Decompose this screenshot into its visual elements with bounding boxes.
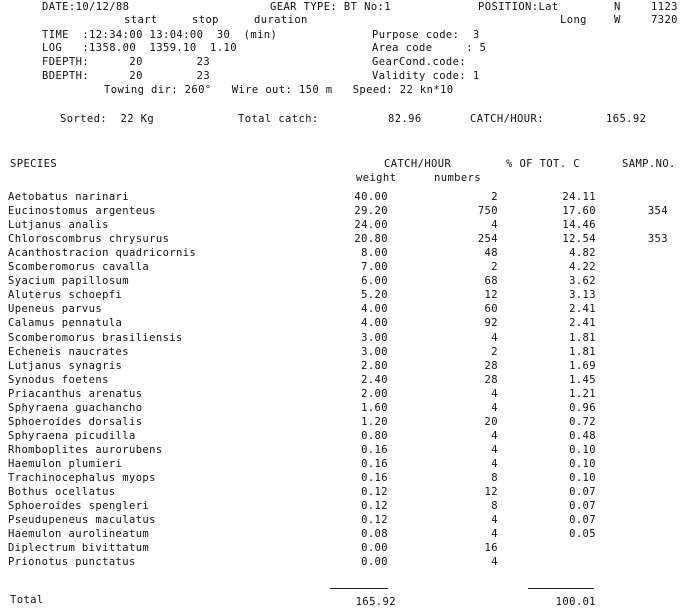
percent-of-total: 0.10 xyxy=(569,444,596,456)
total-label: Total xyxy=(10,594,44,606)
catch-numbers: 4 xyxy=(491,332,498,344)
catch-numbers: 48 xyxy=(484,247,498,259)
catch-numbers: 2 xyxy=(491,261,498,273)
catch-weight: 0.00 xyxy=(361,542,388,554)
species-name: Chloroscombrus chrysurus xyxy=(8,233,170,245)
catch-numbers: 4 xyxy=(491,219,498,231)
numbers-subheader: numbers xyxy=(434,172,482,184)
catch-numbers: 750 xyxy=(477,205,498,217)
catch-numbers: 4 xyxy=(491,528,498,540)
catch-numbers: 12 xyxy=(484,486,498,498)
catch-weight: 1.60 xyxy=(361,402,388,414)
species-name: Sphyraena guachancho xyxy=(8,402,143,414)
percent-of-total: 24.11 xyxy=(562,191,596,203)
catch-numbers: 4 xyxy=(491,430,498,442)
total-weight: 165.92 xyxy=(355,596,396,608)
catch-weight: 0.08 xyxy=(361,528,388,540)
position-label: POSITION:Lat xyxy=(478,1,559,13)
percent-of-total: 4.22 xyxy=(569,261,596,273)
percent-total-rule xyxy=(528,588,594,589)
long-label: Long xyxy=(560,14,587,26)
species-name: Aetobatus narinari xyxy=(8,191,129,203)
catch-numbers: 4 xyxy=(491,402,498,414)
weight-total-rule xyxy=(330,588,388,589)
species-name: Echeneis naucrates xyxy=(8,346,129,358)
species-name: Haemulon aurolineatum xyxy=(8,528,150,540)
long-direction: W xyxy=(614,14,621,26)
sample-number: 353 xyxy=(647,233,668,245)
sample-number-header: SAMP.NO. xyxy=(622,158,676,170)
percent-of-total: 3.13 xyxy=(569,289,596,301)
catch-numbers: 4 xyxy=(491,556,498,568)
catch-weight: 8.00 xyxy=(361,247,388,259)
species-name: Haemulon plumieri xyxy=(8,458,123,470)
catch-weight: 6.00 xyxy=(361,275,388,287)
catch-weight: 2.80 xyxy=(361,360,388,372)
fdepth-row: FDEPTH: 20 23 xyxy=(42,56,211,68)
catch-numbers: 28 xyxy=(484,360,498,372)
catch-weight: 2.40 xyxy=(361,374,388,386)
catch-weight: 0.80 xyxy=(361,430,388,442)
percent-of-total: 2.41 xyxy=(569,317,596,329)
duration-column-label: duration xyxy=(254,14,308,26)
catch-weight: 3.00 xyxy=(361,346,388,358)
species-name: Eucinostomus argenteus xyxy=(8,205,156,217)
bdepth-row: BDEPTH: 20 23 xyxy=(42,70,211,82)
catch-numbers: 28 xyxy=(484,374,498,386)
percent-of-total-header: % OF TOT. C xyxy=(506,158,580,170)
species-name: Sphyraena picudilla xyxy=(8,430,136,442)
log-row: LOG :1358.00 1359.10 1.10 xyxy=(42,42,237,54)
percent-of-total: 17.60 xyxy=(562,205,596,217)
percent-of-total: 0.72 xyxy=(569,416,596,428)
catch-weight: 4.00 xyxy=(361,303,388,315)
lat-value: 1123 xyxy=(651,1,678,13)
catch-weight: 0.16 xyxy=(361,458,388,470)
species-name: Diplectrum bivittatum xyxy=(8,542,150,554)
stop-column-label: stop xyxy=(192,14,219,26)
species-name: Aluterus schoepfi xyxy=(8,289,123,301)
catch-weight: 29.20 xyxy=(354,205,388,217)
species-name: Syacium papillosum xyxy=(8,275,129,287)
species-name: Rhomboplites aurorubens xyxy=(8,444,163,456)
catch-numbers: 8 xyxy=(491,472,498,484)
total-catch-value: 82.96 xyxy=(388,113,422,125)
species-name: Lutjanus analis xyxy=(8,219,109,231)
percent-of-total: 3.62 xyxy=(569,275,596,287)
percent-of-total: 12.54 xyxy=(562,233,596,245)
catch-numbers: 2 xyxy=(491,346,498,358)
catch-weight: 0.16 xyxy=(361,472,388,484)
catch-numbers: 4 xyxy=(491,388,498,400)
sample-number: 354 xyxy=(647,205,668,217)
weight-subheader: weight xyxy=(356,172,397,184)
species-name: Prionotus punctatus xyxy=(8,556,136,568)
long-value: 7320 xyxy=(651,14,678,26)
percent-of-total: 0.05 xyxy=(569,528,596,540)
species-name: Upeneus parvus xyxy=(8,303,103,315)
catch-numbers: 254 xyxy=(477,233,498,245)
area-code: Area code : 5 xyxy=(372,42,487,54)
catch-numbers: 60 xyxy=(484,303,498,315)
percent-of-total: 14.46 xyxy=(562,219,596,231)
catch-numbers: 68 xyxy=(484,275,498,287)
percent-of-total: 1.45 xyxy=(569,374,596,386)
catch-numbers: 2 xyxy=(491,191,498,203)
catch-numbers: 4 xyxy=(491,458,498,470)
catch-weight: 40.00 xyxy=(354,191,388,203)
catch-weight: 2.00 xyxy=(361,388,388,400)
percent-of-total: 0.07 xyxy=(569,500,596,512)
catch-numbers: 12 xyxy=(484,289,498,301)
species-name: Pseudupeneus maculatus xyxy=(8,514,156,526)
catch-hour-label: CATCH/HOUR: xyxy=(470,113,544,125)
time-row: TIME :12:34:00 13:04:00 30 (min) xyxy=(42,29,278,41)
catch-weight: 20.80 xyxy=(354,233,388,245)
towing-info: Towing dir: 260° Wire out: 150 m Speed: 22 kn*10 xyxy=(104,84,454,96)
percent-of-total: 1.81 xyxy=(569,346,596,358)
species-name: Scomberomorus brasiliensis xyxy=(8,332,183,344)
species-name: Sphoeroides spengleri xyxy=(8,500,150,512)
catch-numbers: 20 xyxy=(484,416,498,428)
catch-numbers: 92 xyxy=(484,317,498,329)
catch-numbers: 4 xyxy=(491,514,498,526)
catch-numbers: 8 xyxy=(491,500,498,512)
purpose-code: Purpose code: 3 xyxy=(372,29,480,41)
total-catch-label: Total catch: xyxy=(238,113,319,125)
percent-of-total: 0.96 xyxy=(569,402,596,414)
catch-hour-value: 165.92 xyxy=(606,113,647,125)
species-name: Scomberomorus cavalla xyxy=(8,261,150,273)
validity-code: Validity code: 1 xyxy=(372,70,480,82)
lat-direction: N xyxy=(614,1,621,13)
catch-weight: 0.16 xyxy=(361,444,388,456)
catch-weight: 4.00 xyxy=(361,317,388,329)
catch-weight: 0.00 xyxy=(361,556,388,568)
species-name: Calamus pennatula xyxy=(8,317,123,329)
catch-numbers: 16 xyxy=(484,542,498,554)
species-name: Bothus ocellatus xyxy=(8,486,116,498)
start-column-label: start xyxy=(124,14,158,26)
species-name: Trachinocephalus myops xyxy=(8,472,156,484)
gear-type-field: GEAR TYPE: BT No:1 xyxy=(270,1,391,13)
gear-condition-code: GearCond.code: xyxy=(372,56,467,68)
catch-weight: 7.00 xyxy=(361,261,388,273)
catch-weight: 0.12 xyxy=(361,514,388,526)
percent-of-total: 2.41 xyxy=(569,303,596,315)
catch-weight: 3.00 xyxy=(361,332,388,344)
catch-weight: 1.20 xyxy=(361,416,388,428)
percent-of-total: 1.81 xyxy=(569,332,596,344)
species-name: Priacanthus arenatus xyxy=(8,388,143,400)
catch-numbers: 4 xyxy=(491,444,498,456)
species-name: Lutjanus synagris xyxy=(8,360,123,372)
catch-weight: 24.00 xyxy=(354,219,388,231)
percent-of-total: 0.10 xyxy=(569,472,596,484)
percent-of-total: 1.21 xyxy=(569,388,596,400)
percent-of-total: 1.69 xyxy=(569,360,596,372)
catch-hour-column-header: CATCH/HOUR xyxy=(384,158,452,170)
species-name: Synodus foetens xyxy=(8,374,109,386)
percent-of-total: 0.10 xyxy=(569,458,596,470)
percent-of-total: 0.07 xyxy=(569,514,596,526)
percent-of-total: 4.82 xyxy=(569,247,596,259)
catch-weight: 5.20 xyxy=(361,289,388,301)
catch-weight: 0.12 xyxy=(361,500,388,512)
date-field: DATE:10/12/88 xyxy=(42,1,130,13)
percent-of-total: 0.48 xyxy=(569,430,596,442)
sorted-weight: Sorted: 22 Kg xyxy=(60,113,155,125)
species-name: Acanthostracion quadricornis xyxy=(8,247,197,259)
total-percent: 100.01 xyxy=(555,596,596,608)
catch-weight: 0.12 xyxy=(361,486,388,498)
percent-of-total: 0.07 xyxy=(569,486,596,498)
species-name: Sphoeroides dorsalis xyxy=(8,416,143,428)
species-column-header: SPECIES xyxy=(10,158,58,170)
